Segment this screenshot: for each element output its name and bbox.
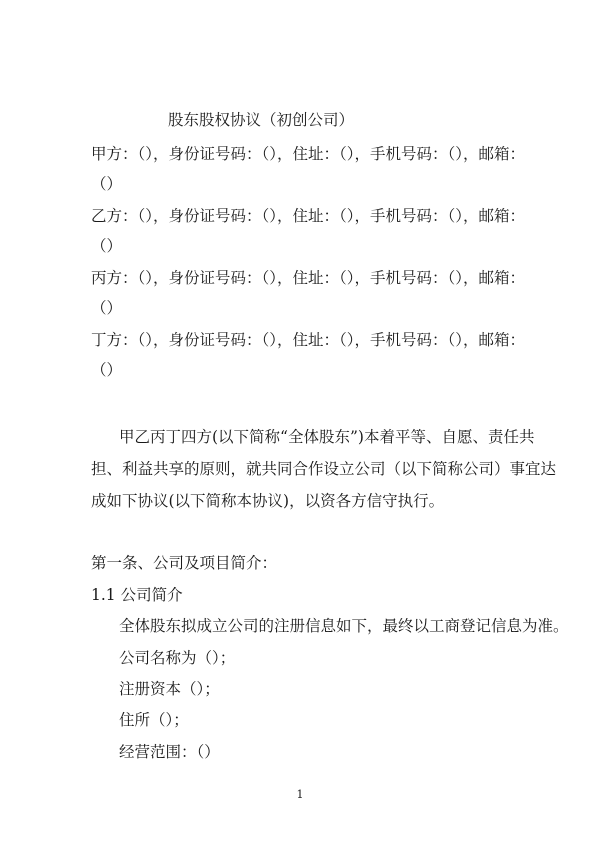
party-b-line: 乙方：（），身份证号码：（），住址：（），手机号码：（），邮箱：: [91, 207, 526, 225]
company-intro-line: 全体股东拟成立公司的注册信息如下，最终以工商登记信息为准。: [119, 617, 569, 635]
intro-line-3: 成如下协议(以下简称本协议)，以资各方信守执行。: [91, 492, 445, 510]
section-1-1-heading: 1.1 公司简介: [91, 586, 183, 604]
company-name-line: 公司名称为（）；: [119, 649, 236, 667]
intro-line-1: 甲乙丙丁四方(以下简称“全体股东”)本着平等、自愿、责任共: [119, 428, 535, 446]
party-d-line: 丁方：（），身份证号码：（），住址：（），手机号码：（），邮箱：: [91, 331, 526, 349]
registered-capital-line: 注册资本（）；: [119, 680, 220, 698]
party-c-email-value: （）: [91, 299, 123, 317]
party-d-email-value: （）: [91, 361, 123, 379]
address-line: 住所（）；: [119, 711, 189, 729]
intro-line-2: 担、利益共享的原则，就共同合作设立公司（以下简称公司）事宜达: [91, 460, 557, 478]
party-c-line: 丙方：（），身份证号码：（），住址：（），手机号码：（），邮箱：: [91, 269, 526, 287]
page-number: 1: [296, 788, 304, 801]
party-b-email-value: （）: [91, 237, 123, 255]
document-title: 股东股权协议（初创公司）: [168, 111, 355, 129]
section-1-heading: 第一条、公司及项目简介：: [91, 554, 278, 572]
party-a-email-value: （）: [91, 175, 123, 193]
business-scope-line: 经营范围：（）: [119, 743, 220, 761]
party-a-line: 甲方：（），身份证号码：（），住址：（），手机号码：（），邮箱：: [91, 145, 526, 163]
